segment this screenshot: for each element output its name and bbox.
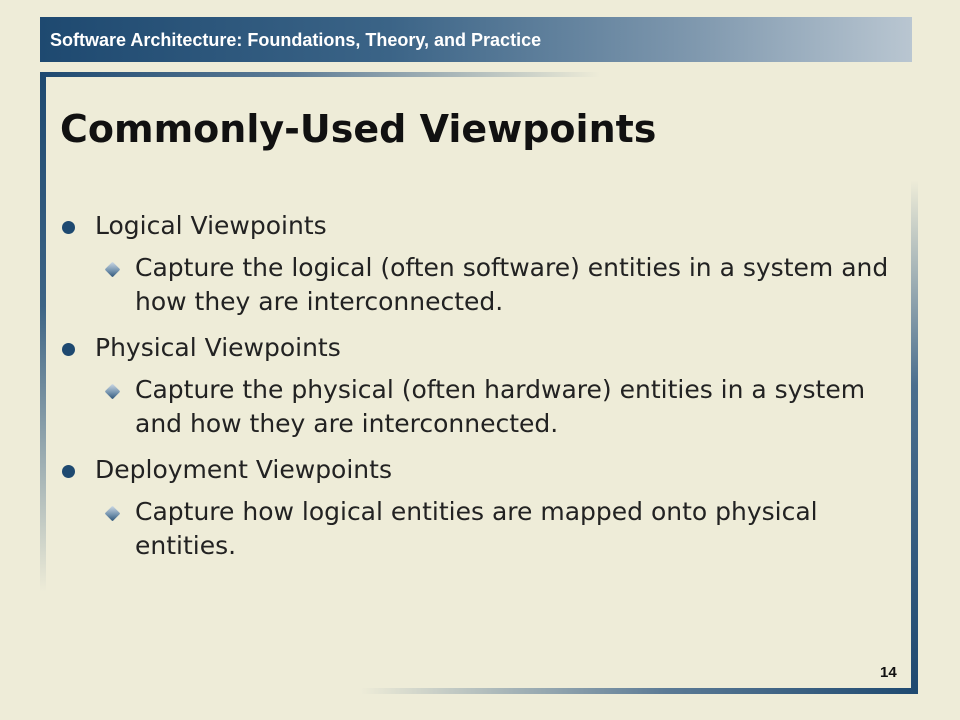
frame-top-border: [40, 72, 600, 77]
sub-bullet-item: [95, 495, 910, 563]
bullet-label: Deployment Viewpoints: [95, 455, 392, 484]
slide-title: Commonly-Used Viewpoints: [60, 107, 657, 151]
sub-bullet-text: Capture the logical (often software) entities in a system and how they are interconnected.: [135, 253, 889, 316]
sub-bullet-text: Capture the physical (often hardware) entities in a system and how they are interconnected.: [135, 375, 866, 438]
bullet-list: [60, 205, 910, 563]
sub-bullet-item: [95, 373, 910, 441]
diamond-icon: [105, 384, 121, 400]
sub-bullet-list: [95, 495, 910, 563]
course-title: Software Architecture: Foundations, Theory, and Practice: [50, 30, 542, 50]
bullet-dot-icon: [62, 343, 75, 356]
page-number: 14: [880, 664, 897, 681]
bullet-label: Physical Viewpoints: [95, 333, 341, 362]
bullet-dot-icon: [62, 465, 75, 478]
frame-left-border: [40, 72, 46, 592]
sub-bullet-text: Capture how logical entities are mapped onto physical entities.: [135, 497, 818, 560]
bullet-item-logical: [60, 205, 910, 319]
frame-bottom-border: [360, 688, 918, 694]
sub-bullet-list: [95, 373, 910, 441]
diamond-icon: [105, 262, 121, 278]
frame-right-border: [911, 180, 918, 694]
diamond-icon: [105, 506, 121, 522]
sub-bullet-list: [95, 251, 910, 319]
bullet-item-physical: [60, 327, 910, 441]
sub-bullet-item: [95, 251, 910, 319]
bullet-item-deployment: [60, 449, 910, 563]
bullet-dot-icon: [62, 221, 75, 234]
bullet-label: Logical Viewpoints: [95, 211, 327, 240]
